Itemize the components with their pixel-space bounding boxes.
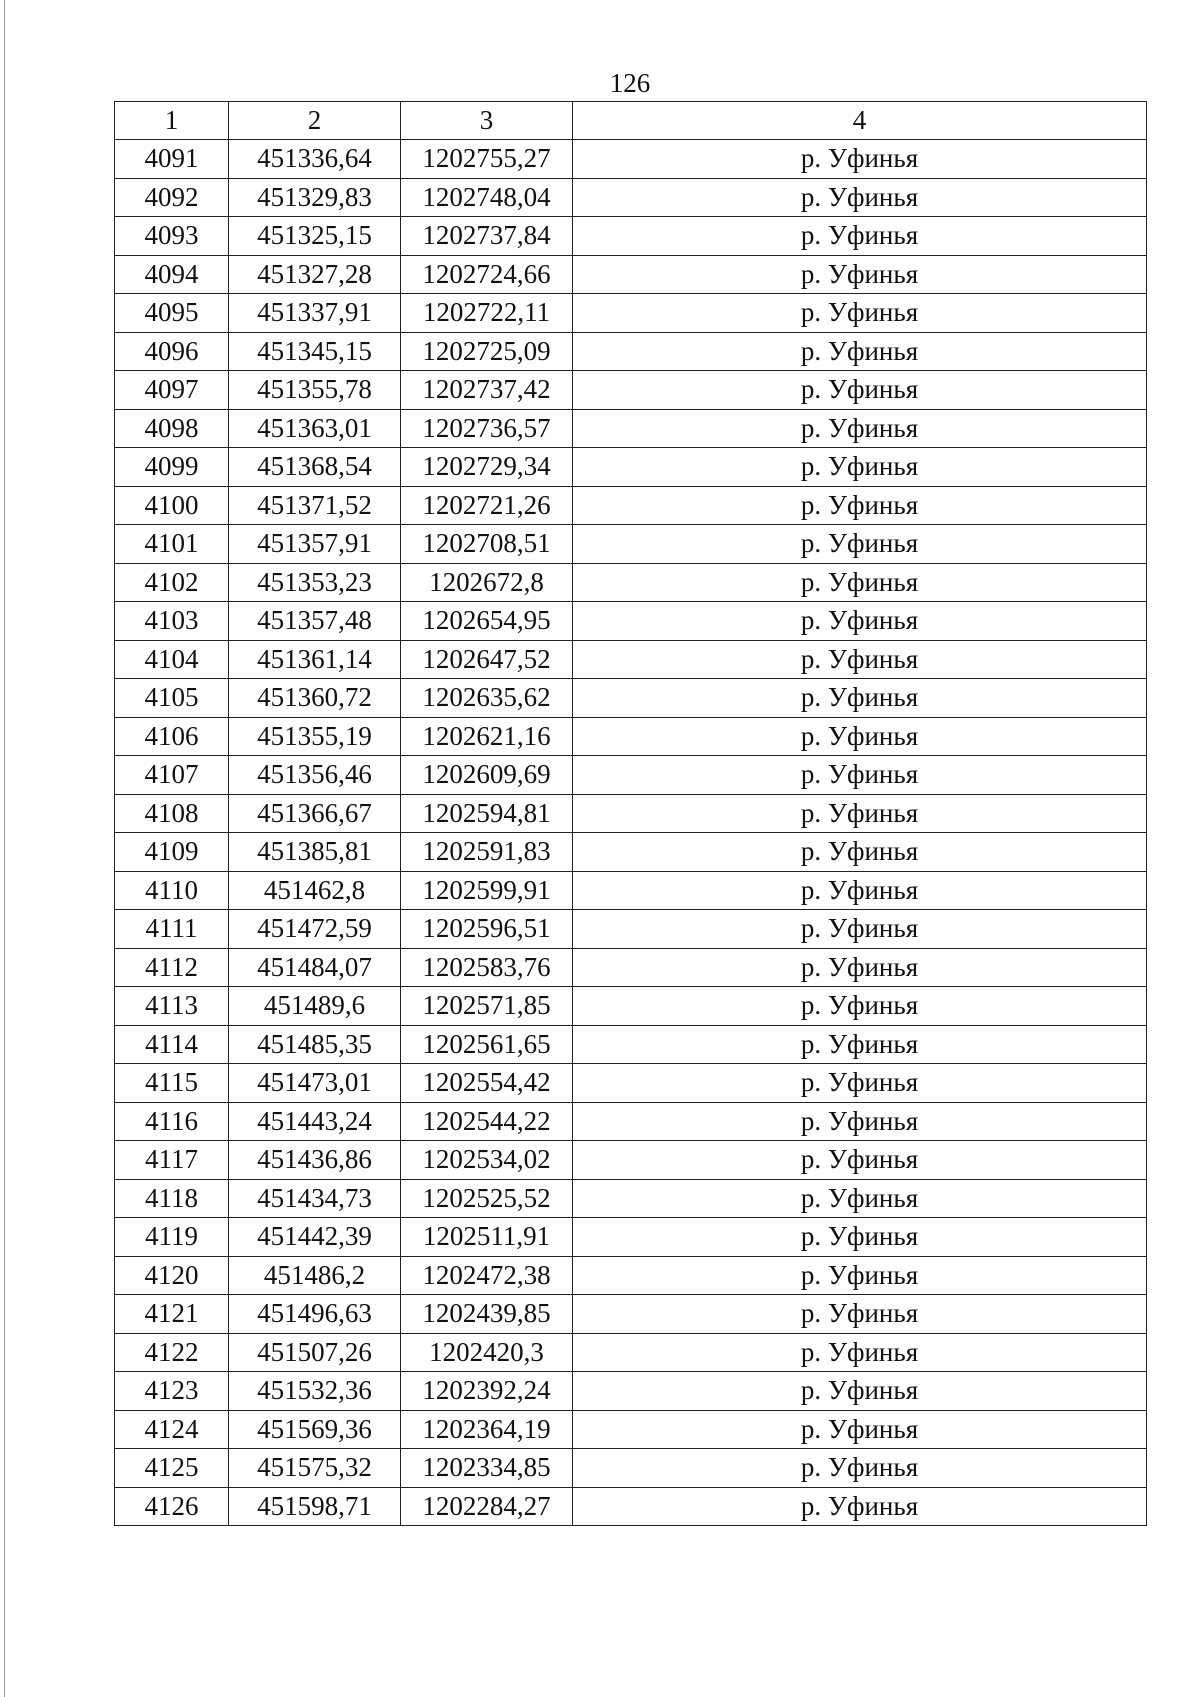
table-row xyxy=(115,679,1147,718)
coordinate-y-cell: 1202554,42 xyxy=(401,1064,573,1103)
coordinate-x-cell: 451462,8 xyxy=(229,871,401,910)
table-row xyxy=(115,1449,1147,1488)
table-row xyxy=(115,1372,1147,1411)
description-cell: р. Уфинья xyxy=(573,1064,1147,1103)
coordinate-x-cell: 451360,72 xyxy=(229,679,401,718)
point-number-cell: 4113 xyxy=(115,987,229,1026)
coordinate-x-cell: 451385,81 xyxy=(229,833,401,872)
coordinate-x-cell: 451371,52 xyxy=(229,486,401,525)
coordinate-y-cell: 1202334,85 xyxy=(401,1449,573,1488)
point-number-cell: 4097 xyxy=(115,371,229,410)
table-row xyxy=(115,409,1147,448)
table-row xyxy=(115,948,1147,987)
table-row xyxy=(115,294,1147,333)
coordinate-x-cell: 451361,14 xyxy=(229,640,401,679)
table-row xyxy=(115,987,1147,1026)
coordinate-x-cell: 451357,91 xyxy=(229,525,401,564)
point-number-cell: 4096 xyxy=(115,332,229,371)
table-row xyxy=(115,717,1147,756)
table-row xyxy=(115,756,1147,795)
description-cell: р. Уфинья xyxy=(573,1487,1147,1526)
point-number-cell: 4099 xyxy=(115,448,229,487)
table-row xyxy=(115,1141,1147,1180)
point-number-cell: 4094 xyxy=(115,255,229,294)
description-cell: р. Уфинья xyxy=(573,717,1147,756)
point-number-cell: 4109 xyxy=(115,833,229,872)
coordinate-y-cell: 1202737,84 xyxy=(401,217,573,256)
point-number-cell: 4125 xyxy=(115,1449,229,1488)
description-cell: р. Уфинья xyxy=(573,448,1147,487)
coordinate-y-cell: 1202748,04 xyxy=(401,178,573,217)
coordinate-y-cell: 1202721,26 xyxy=(401,486,573,525)
point-number-cell: 4104 xyxy=(115,640,229,679)
table-row xyxy=(115,833,1147,872)
point-number-cell: 4105 xyxy=(115,679,229,718)
coordinate-x-cell: 451569,36 xyxy=(229,1410,401,1449)
coordinate-y-cell: 1202594,81 xyxy=(401,794,573,833)
description-cell: р. Уфинья xyxy=(573,1295,1147,1334)
table-row xyxy=(115,255,1147,294)
coordinate-y-cell: 1202544,22 xyxy=(401,1102,573,1141)
coordinate-y-cell: 1202561,65 xyxy=(401,1025,573,1064)
coordinate-y-cell: 1202599,91 xyxy=(401,871,573,910)
point-number-cell: 4102 xyxy=(115,563,229,602)
coordinate-x-cell: 451489,6 xyxy=(229,987,401,1026)
table-row xyxy=(115,1333,1147,1372)
point-number-cell: 4093 xyxy=(115,217,229,256)
description-cell: р. Уфинья xyxy=(573,1449,1147,1488)
coordinate-y-cell: 1202583,76 xyxy=(401,948,573,987)
description-cell: р. Уфинья xyxy=(573,486,1147,525)
coordinate-x-cell: 451329,83 xyxy=(229,178,401,217)
table-header xyxy=(115,102,1147,140)
description-cell: р. Уфинья xyxy=(573,332,1147,371)
table-row xyxy=(115,332,1147,371)
table-row xyxy=(115,1179,1147,1218)
header-col-3: 3 xyxy=(401,102,573,140)
point-number-cell: 4108 xyxy=(115,794,229,833)
coordinate-y-cell: 1202364,19 xyxy=(401,1410,573,1449)
coordinate-y-cell: 1202472,38 xyxy=(401,1256,573,1295)
coordinate-y-cell: 1202392,24 xyxy=(401,1372,573,1411)
table-row xyxy=(115,871,1147,910)
description-cell: р. Уфинья xyxy=(573,1333,1147,1372)
coordinate-x-cell: 451356,46 xyxy=(229,756,401,795)
table-row xyxy=(115,1064,1147,1103)
description-cell: р. Уфинья xyxy=(573,910,1147,949)
table-row xyxy=(115,602,1147,641)
point-number-cell: 4100 xyxy=(115,486,229,525)
coordinate-y-cell: 1202596,51 xyxy=(401,910,573,949)
coordinate-y-cell: 1202722,11 xyxy=(401,294,573,333)
coordinate-x-cell: 451436,86 xyxy=(229,1141,401,1180)
coordinate-x-cell: 451473,01 xyxy=(229,1064,401,1103)
description-cell: р. Уфинья xyxy=(573,756,1147,795)
description-cell: р. Уфинья xyxy=(573,794,1147,833)
coordinate-y-cell: 1202534,02 xyxy=(401,1141,573,1180)
coordinate-x-cell: 451598,71 xyxy=(229,1487,401,1526)
point-number-cell: 4123 xyxy=(115,1372,229,1411)
coordinate-x-cell: 451496,63 xyxy=(229,1295,401,1334)
description-cell: р. Уфинья xyxy=(573,409,1147,448)
coordinate-x-cell: 451345,15 xyxy=(229,332,401,371)
table-row xyxy=(115,140,1147,179)
table-row xyxy=(115,217,1147,256)
coordinate-x-cell: 451366,67 xyxy=(229,794,401,833)
table-row xyxy=(115,178,1147,217)
description-cell: р. Уфинья xyxy=(573,1256,1147,1295)
description-cell: р. Уфинья xyxy=(573,140,1147,179)
description-cell: р. Уфинья xyxy=(573,371,1147,410)
coordinate-x-cell: 451327,28 xyxy=(229,255,401,294)
table-row xyxy=(115,1295,1147,1334)
coordinate-x-cell: 451532,36 xyxy=(229,1372,401,1411)
coordinate-x-cell: 451355,78 xyxy=(229,371,401,410)
coordinate-x-cell: 451486,2 xyxy=(229,1256,401,1295)
point-number-cell: 4126 xyxy=(115,1487,229,1526)
description-cell: р. Уфинья xyxy=(573,602,1147,641)
point-number-cell: 4121 xyxy=(115,1295,229,1334)
point-number-cell: 4103 xyxy=(115,602,229,641)
description-cell: р. Уфинья xyxy=(573,178,1147,217)
coordinate-x-cell: 451575,32 xyxy=(229,1449,401,1488)
coordinate-y-cell: 1202511,91 xyxy=(401,1218,573,1257)
coordinate-y-cell: 1202571,85 xyxy=(401,987,573,1026)
point-number-cell: 4122 xyxy=(115,1333,229,1372)
coordinate-y-cell: 1202736,57 xyxy=(401,409,573,448)
description-cell: р. Уфинья xyxy=(573,871,1147,910)
description-cell: р. Уфинья xyxy=(573,1102,1147,1141)
page-number: 126 xyxy=(609,68,651,98)
coordinate-y-cell: 1202635,62 xyxy=(401,679,573,718)
table-row xyxy=(115,448,1147,487)
coordinate-y-cell: 1202729,34 xyxy=(401,448,573,487)
coordinate-y-cell: 1202284,27 xyxy=(401,1487,573,1526)
point-number-cell: 4114 xyxy=(115,1025,229,1064)
point-number-cell: 4124 xyxy=(115,1410,229,1449)
description-cell: р. Уфинья xyxy=(573,217,1147,256)
description-cell: р. Уфинья xyxy=(573,833,1147,872)
point-number-cell: 4111 xyxy=(115,910,229,949)
table-row xyxy=(115,1487,1147,1526)
coordinate-x-cell: 451485,35 xyxy=(229,1025,401,1064)
coordinates-table xyxy=(114,101,1147,1526)
description-cell: р. Уфинья xyxy=(573,1218,1147,1257)
point-number-cell: 4091 xyxy=(115,140,229,179)
header-col-1: 1 xyxy=(115,102,229,140)
point-number-cell: 4110 xyxy=(115,871,229,910)
coordinate-x-cell: 451368,54 xyxy=(229,448,401,487)
description-cell: р. Уфинья xyxy=(573,640,1147,679)
point-number-cell: 4118 xyxy=(115,1179,229,1218)
table-row xyxy=(115,1410,1147,1449)
header-row xyxy=(115,102,1147,140)
point-number-cell: 4119 xyxy=(115,1218,229,1257)
point-number-cell: 4106 xyxy=(115,717,229,756)
header-col-2: 2 xyxy=(229,102,401,140)
table-row xyxy=(115,486,1147,525)
table-row xyxy=(115,1218,1147,1257)
coordinate-y-cell: 1202737,42 xyxy=(401,371,573,410)
coordinate-x-cell: 451443,24 xyxy=(229,1102,401,1141)
point-number-cell: 4101 xyxy=(115,525,229,564)
coordinate-y-cell: 1202591,83 xyxy=(401,833,573,872)
point-number-cell: 4095 xyxy=(115,294,229,333)
description-cell: р. Уфинья xyxy=(573,294,1147,333)
coordinate-y-cell: 1202525,52 xyxy=(401,1179,573,1218)
table-row xyxy=(115,1025,1147,1064)
point-number-cell: 4092 xyxy=(115,178,229,217)
description-cell: р. Уфинья xyxy=(573,563,1147,602)
point-number-cell: 4116 xyxy=(115,1102,229,1141)
coordinate-y-cell: 1202672,8 xyxy=(401,563,573,602)
coordinate-y-cell: 1202621,16 xyxy=(401,717,573,756)
description-cell: р. Уфинья xyxy=(573,679,1147,718)
coordinate-y-cell: 1202755,27 xyxy=(401,140,573,179)
coordinate-x-cell: 451442,39 xyxy=(229,1218,401,1257)
coordinate-x-cell: 451353,23 xyxy=(229,563,401,602)
point-number-cell: 4115 xyxy=(115,1064,229,1103)
description-cell: р. Уфинья xyxy=(573,1372,1147,1411)
description-cell: р. Уфинья xyxy=(573,1025,1147,1064)
coordinate-x-cell: 451357,48 xyxy=(229,602,401,641)
coordinate-x-cell: 451484,07 xyxy=(229,948,401,987)
description-cell: р. Уфинья xyxy=(573,1410,1147,1449)
coordinate-y-cell: 1202439,85 xyxy=(401,1295,573,1334)
description-cell: р. Уфинья xyxy=(573,1179,1147,1218)
description-cell: р. Уфинья xyxy=(573,525,1147,564)
point-number-cell: 4107 xyxy=(115,756,229,795)
coordinate-x-cell: 451355,19 xyxy=(229,717,401,756)
coordinate-x-cell: 451337,91 xyxy=(229,294,401,333)
coordinate-x-cell: 451472,59 xyxy=(229,910,401,949)
point-number-cell: 4112 xyxy=(115,948,229,987)
description-cell: р. Уфинья xyxy=(573,948,1147,987)
table-row xyxy=(115,371,1147,410)
point-number-cell: 4098 xyxy=(115,409,229,448)
coordinate-y-cell: 1202708,51 xyxy=(401,525,573,564)
coordinate-x-cell: 451325,15 xyxy=(229,217,401,256)
page-left-edge xyxy=(4,0,5,1697)
table-row xyxy=(115,910,1147,949)
coordinate-y-cell: 1202724,66 xyxy=(401,255,573,294)
table-row xyxy=(115,563,1147,602)
coordinate-y-cell: 1202654,95 xyxy=(401,602,573,641)
point-number-cell: 4117 xyxy=(115,1141,229,1180)
coordinate-y-cell: 1202420,3 xyxy=(401,1333,573,1372)
table-body xyxy=(115,140,1147,1526)
table-row xyxy=(115,1102,1147,1141)
coordinate-y-cell: 1202609,69 xyxy=(401,756,573,795)
table-row xyxy=(115,1256,1147,1295)
description-cell: р. Уфинья xyxy=(573,1141,1147,1180)
header-col-4: 4 xyxy=(573,102,1147,140)
coordinate-x-cell: 451336,64 xyxy=(229,140,401,179)
coordinate-x-cell: 451363,01 xyxy=(229,409,401,448)
table-row xyxy=(115,525,1147,564)
table-row xyxy=(115,640,1147,679)
coordinate-x-cell: 451434,73 xyxy=(229,1179,401,1218)
description-cell: р. Уфинья xyxy=(573,255,1147,294)
point-number-cell: 4120 xyxy=(115,1256,229,1295)
table-row xyxy=(115,794,1147,833)
coordinate-y-cell: 1202725,09 xyxy=(401,332,573,371)
coordinate-y-cell: 1202647,52 xyxy=(401,640,573,679)
coordinate-x-cell: 451507,26 xyxy=(229,1333,401,1372)
description-cell: р. Уфинья xyxy=(573,987,1147,1026)
